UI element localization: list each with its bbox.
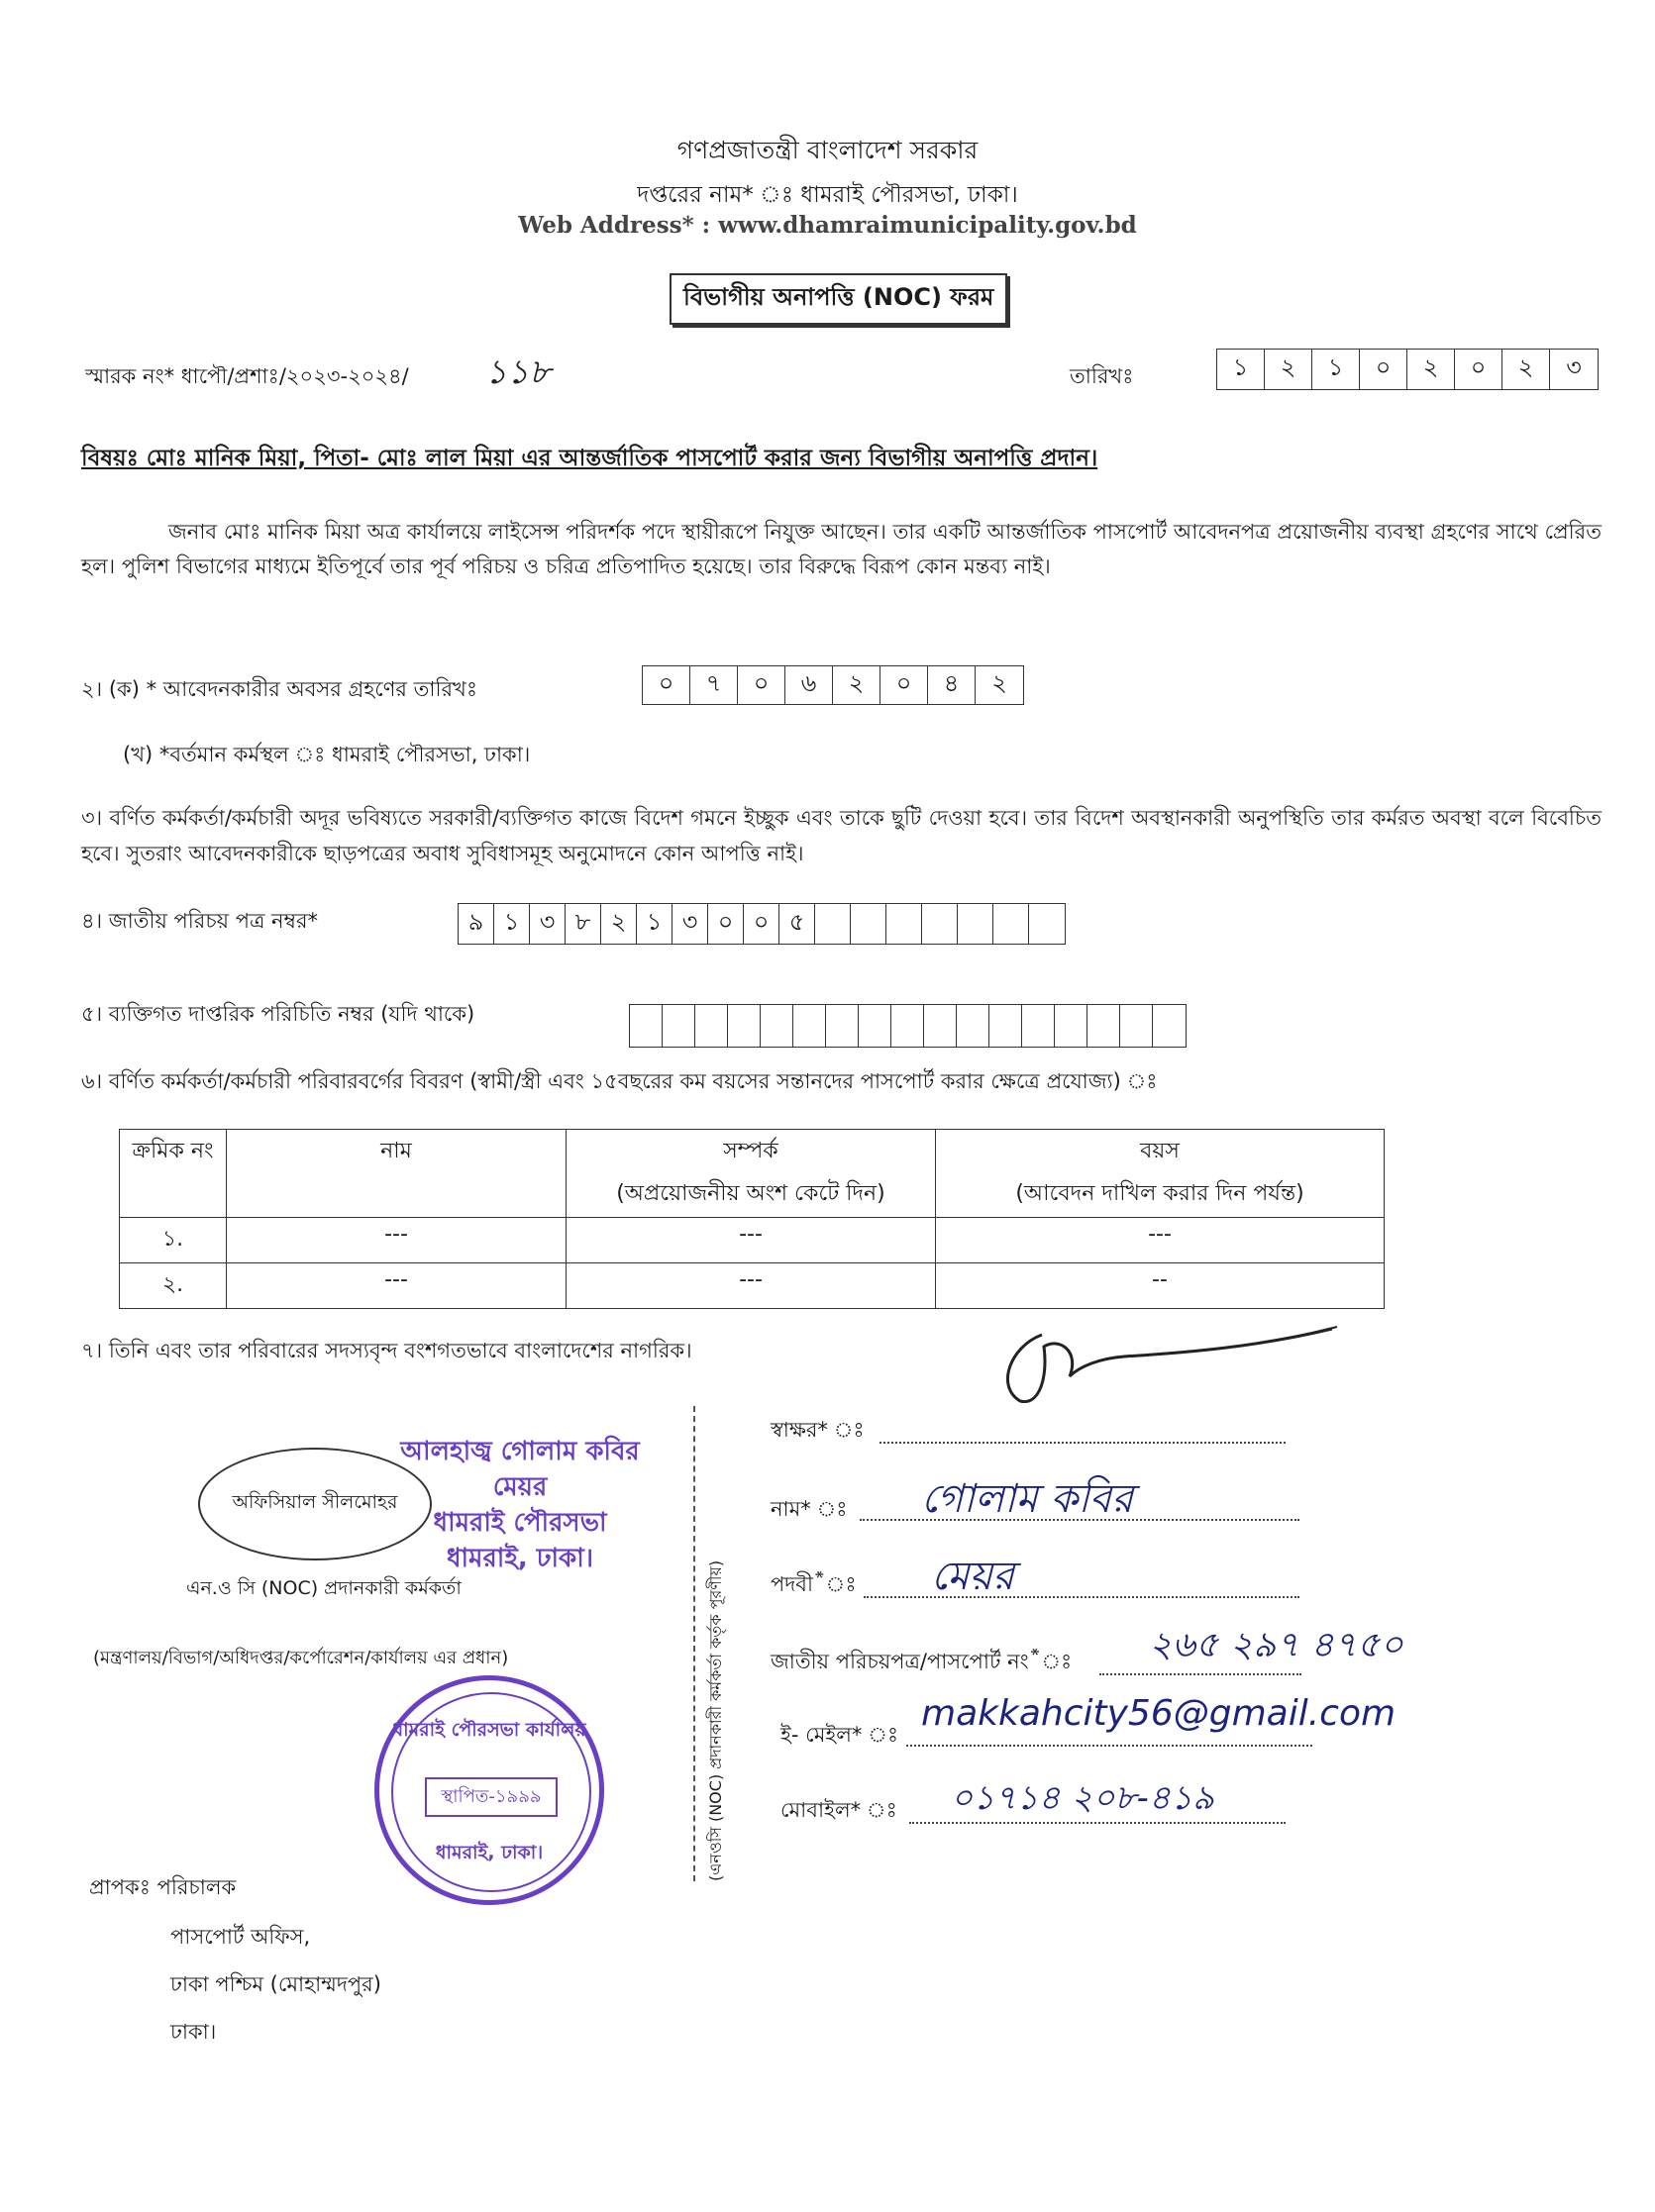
email-line (906, 1745, 1312, 1747)
official-seal-label: অফিসিয়াল সীলমোহর (232, 1491, 398, 1513)
digit-box (695, 1005, 728, 1047)
citizenship-statement: ৭। তিনি এবং তার পরিবারের সদস্যবৃন্দ বংশগতভাবে বাংলাদেশের নাগরিক। (81, 1339, 692, 1362)
header-relation-title: সম্পর্ক (723, 1139, 778, 1163)
intro-paragraph: জনাব মোঃ মানিক মিয়া অত্র কার্যালয়ে লাইসেন্স পরিদর্শক পদে স্থায়ীরূপে নিযুক্ত আছেন। তার একটি আন্তর্জাতিক পাসপোর্ট আবেদনপত্র প্রয়োজনীয় ব্যবস্থা গ্রহণের সাথে প্রেরিত হল। পুলিশ বিভাগের মাধ্যমে ইতিপূর্বে তার পূর্ব পরিচয় ও চরিত্র প্রতিপাদিত হয়েছে। তার বিরুদ্ধে বিরূপ কোন মন্তব্য নাই। (81, 520, 1602, 578)
digit-box: ২ (1265, 350, 1312, 389)
form-title: বিভাগীয় অনাপত্তি (NOC) ফরম (670, 273, 1007, 325)
office-name: দপ্তরের নাম* ঃ ধামরাই পৌরসভা, ঢাকা। (637, 182, 1018, 208)
designation-label: পদবী*ঃ (771, 1572, 857, 1596)
digit-box (630, 1005, 663, 1047)
digit-box: ১ (1312, 350, 1360, 389)
digit-box: ০ (744, 904, 779, 944)
nid-label: ৪। জাতীয় পরিচয় পত্র নম্বর* (81, 909, 319, 933)
digit-box (728, 1005, 761, 1047)
stamp-office: ধামরাই পৌরসভা (433, 1508, 607, 1538)
digit-box (886, 904, 922, 944)
nid-passport-label: জাতীয় পরিচয়পত্র/পাসপোর্ট নং*ঃ (771, 1650, 1073, 1673)
header-serial: ক্রমিক নং (120, 1130, 227, 1218)
digit-box (761, 1005, 793, 1047)
current-workplace: (খ) *বর্তমান কর্মস্থল ঃ ধামরাই পৌরসভা, ঢাকা। (123, 743, 531, 766)
row-relation: --- (567, 1263, 936, 1309)
round-stamp (374, 1675, 604, 1905)
digit-box: ৭ (690, 666, 738, 704)
official-id-label: ৫। ব্যক্তিগত দাপ্তরিক পরিচিতি নম্বর (যদি থাকে) (81, 1002, 475, 1026)
digit-box (793, 1005, 826, 1047)
recipient-line4: ঢাকা। (170, 2020, 217, 2044)
digit-box: ০ (1455, 350, 1502, 389)
email-label: ই- মেইল* ঃ (780, 1723, 899, 1747)
digit-box (1022, 1005, 1055, 1047)
digit-box (1055, 1005, 1087, 1047)
digit-box: ০ (643, 666, 690, 704)
digit-box (815, 904, 851, 944)
row-age: -- (936, 1263, 1385, 1309)
row-age: --- (936, 1218, 1385, 1263)
digit-box (1087, 1005, 1120, 1047)
government-heading: গণপ্রজাতন্ত্রী বাংলাদেশ সরকার (676, 136, 979, 164)
table-row (120, 1218, 1385, 1263)
digit-box: ৫ (779, 904, 815, 944)
name-value: গোলাম কবির (921, 1476, 1134, 1522)
family-label: ৬। বর্ণিত কর্মকর্তা/কর্মচারী পরিবারবর্গের বিবরণ (স্বামী/স্ত্রী এবং ১৫বছরের কম বয়সের সন্তানদের পাসপোর্ট করার ক্ষেত্রে প্রযোজ্য) ঃ (81, 1069, 1158, 1093)
stamp-name: আলহাজ্ব গোলাম কবির (400, 1437, 640, 1466)
retirement-date-label: ২। (ক) * আবেদনকারীর অবসর গ্রহণের তারিখঃ (81, 677, 478, 701)
digit-box: ০ (880, 666, 928, 704)
memo-number: ১১৮ (485, 352, 552, 392)
digit-box: ১ (1217, 350, 1265, 389)
email-value: makkahcity56@gmail.com (921, 1693, 1396, 1734)
stamp-title: মেয়র (492, 1472, 548, 1502)
digit-box (989, 1005, 1022, 1047)
web-address: Web Address* : www.dhamraimunicipality.gov.bd (518, 212, 1137, 239)
header-relation-note: (অপ্রয়োজনীয় অংশ কেটে দিন) (616, 1181, 885, 1206)
recipient-line1: প্রাপকঃ পরিচালক (89, 1875, 237, 1899)
name-label: নাম* ঃ (771, 1497, 848, 1521)
subject-line: বিষয়ঃ মোঃ মানিক মিয়া, পিতা- মোঃ লাল মিয়া এর আন্তর্জাতিক পাসপোর্ট করার জন্য বিভাগীয় অনাপত্তি প্রদান। (81, 446, 1098, 471)
row-relation: --- (567, 1218, 936, 1263)
header-name: নাম (227, 1130, 567, 1218)
family-table (119, 1129, 1385, 1309)
digit-box (663, 1005, 695, 1047)
row-serial: ২. (120, 1263, 227, 1309)
digit-box: ০ (708, 904, 744, 944)
digit-box (922, 904, 958, 944)
digit-box: ৬ (785, 666, 833, 704)
digit-box (891, 1005, 924, 1047)
digit-box: ৩ (672, 904, 708, 944)
signature-label: স্বাক্ষর* ঃ (771, 1418, 865, 1442)
digit-box: ৯ (459, 904, 494, 944)
retirement-date-boxes (642, 665, 1024, 705)
memo-label: স্মারক নং* ধাপৌ/প্রশাঃ/২০২৩-২০২৪/ (85, 364, 409, 388)
designation-value: মেয়র (931, 1554, 1015, 1599)
mobile-label: মোবাইল* ঃ (780, 1798, 897, 1822)
digit-box: ১ (494, 904, 530, 944)
round-stamp-top-text: ধামরাই পৌরসভা কার্যালয় (392, 1719, 586, 1741)
signature-line (879, 1442, 1286, 1444)
digit-box: ৩ (530, 904, 566, 944)
designation-line (864, 1596, 1299, 1598)
item3-paragraph: ৩। বর্ণিত কর্মকর্তা/কর্মচারী অদূর ভবিষ্যতে সরকারী/ব্যক্তিগত কাজে বিদেশ গমনে ইচ্ছুক এবং তাকে ছুটি দেওয়া হবে। তার বিদেশ অবস্থানকারী অনুপস্থিতি তার কর্মরত অবস্থা বলে বিবেচিত হবে। সুতরাং আবেদনকারীকে ছাড়পত্রের অবাধ সুবিধাসমূহ অনুমোদনে কোন আপত্তি নাই। (81, 806, 1602, 865)
header-age-note: (আবেদন দাখিল করার দিন পর্যন্ত) (1015, 1181, 1304, 1206)
noc-officer-label: এন.ও সি (NOC) প্রদানকারী কর্মকর্তা (186, 1577, 462, 1599)
recipient-line2: পাসপোর্ট অফিস, (170, 1925, 311, 1949)
header-relation (567, 1130, 936, 1218)
table-row (120, 1263, 1385, 1309)
date-label: তারিখঃ (1070, 364, 1134, 388)
digit-box (1029, 904, 1065, 944)
header-age-title: বয়স (1140, 1139, 1180, 1163)
digit-box (1120, 1005, 1153, 1047)
nid-passport-value: ২৬৫ ২৯৭ ৪৭৫০ (1149, 1625, 1403, 1665)
digit-box: ২ (601, 904, 637, 944)
digit-box: ২ (1502, 350, 1550, 389)
digit-box: ০ (1360, 350, 1407, 389)
family-table-header (120, 1130, 1385, 1218)
mobile-value: ০১৭১৪ ২০৮-৪১৯ (951, 1778, 1214, 1818)
digit-box (826, 1005, 859, 1047)
recipient-line3: ঢাকা পশ্চিম (মোহাম্মদপুর) (170, 1972, 381, 1996)
digit-box (993, 904, 1029, 944)
digit-box: ৩ (1566, 353, 1582, 381)
round-stamp-bottom-text: ধামরাই, ঢাকা। (435, 1842, 544, 1863)
ministry-head-label: (মন্ত্রণালয়/বিভাগ/অধিদপ্তর/কর্পোরেশন/কার্যালয় এর প্রধান) (93, 1648, 509, 1668)
digit-box: ২ (833, 666, 880, 704)
digit-box: ৮ (566, 904, 601, 944)
digit-box: ২ (1407, 350, 1455, 389)
digit-box (859, 1005, 891, 1047)
nid-boxes (458, 903, 1066, 945)
signature-mark (990, 1307, 1347, 1416)
digit-box (1153, 1005, 1186, 1047)
vertical-divider (693, 1406, 695, 1881)
header-age (936, 1130, 1385, 1218)
round-stamp-center: স্থাপিত-১৯৯৯ (425, 1777, 558, 1817)
digit-box: ০ (738, 666, 785, 704)
digit-box (851, 904, 886, 944)
official-id-boxes (629, 1004, 1187, 1048)
row-serial: ১. (120, 1218, 227, 1263)
digit-box (958, 904, 993, 944)
digit-box: ১ (637, 904, 672, 944)
digit-box: ৪ (928, 666, 976, 704)
stamp-location: ধামরাই, ঢাকা। (446, 1544, 594, 1573)
digit-box (924, 1005, 957, 1047)
vertical-note: (এনওসি (NOC) প্রদানকারী কর্মকর্তা কর্তৃক পূরণীয়) (706, 1559, 725, 1881)
mayor-stamp (386, 1434, 654, 1576)
row-name: --- (227, 1263, 567, 1309)
digit-box: ২ (991, 669, 1007, 697)
date-boxes (1216, 349, 1599, 390)
digit-box (957, 1005, 989, 1047)
row-name: --- (227, 1218, 567, 1263)
